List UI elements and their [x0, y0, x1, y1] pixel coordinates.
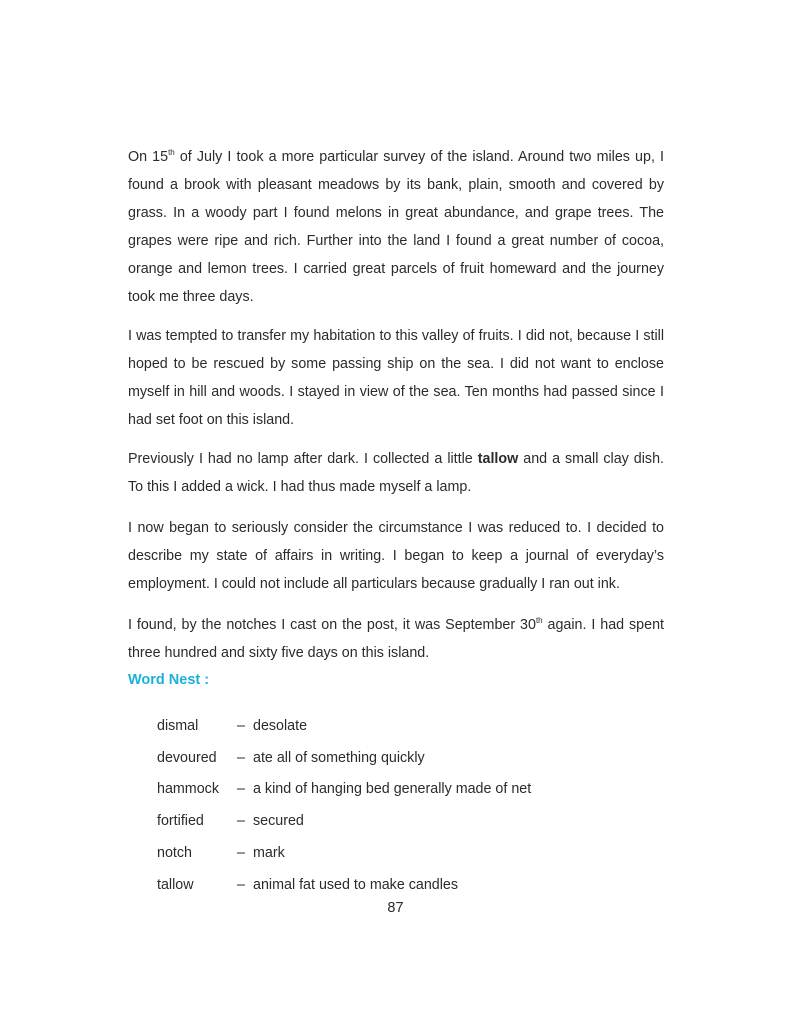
vocab-row	[157, 837, 657, 869]
vocab-dash: –	[237, 781, 245, 798]
vocab-dash: –	[237, 845, 245, 862]
vocab-meaning: ate all of something quickly	[253, 749, 425, 766]
vocab-word: dismal	[157, 717, 199, 734]
paragraph-journal: I now began to seriously consider the circumstance I was reduced to. I decided to describe my state of affairs in writing. I began to keep a journal of everyday’s employment. I could not include all particulars because gradually I ran out ink.	[128, 520, 664, 592]
paragraph-september: I found, by the notches I cast on the post, it was September 30th again. I had spent three hundred and sixty five days on this island.	[128, 616, 664, 661]
vocab-meaning: animal fat used to make candles	[253, 876, 459, 893]
vocab-dash: –	[237, 717, 245, 734]
page-number: 87	[387, 900, 404, 916]
vocab-row	[157, 805, 657, 837]
vocab-row	[157, 742, 657, 774]
vocab-word: notch	[157, 845, 192, 862]
vocab-dash: –	[237, 813, 245, 830]
word-nest-heading: Word Nest :	[128, 672, 210, 688]
vocab-row	[157, 869, 657, 901]
vocab-meaning: a kind of hanging bed generally made of net	[253, 781, 532, 798]
vocab-word: devoured	[157, 749, 217, 766]
vocab-word: tallow	[157, 876, 194, 893]
vocab-word: hammock	[157, 781, 219, 798]
paragraph-island-survey: On 15th of July I took a more particular survey of the island. Around two miles up, I found a brook with pleasant meadows by its bank, plain, smooth and covered by grass. In a woody part I found melons in great abundance, and grape trees. The grapes were ripe and rich. Further into the land I found a great number of cocoa, orange and lemon trees. I carried great parcels of fruit homeward and the journey took me three days.	[128, 148, 664, 305]
word-nest-list	[157, 710, 657, 901]
story-text	[128, 143, 664, 677]
vocab-row	[157, 710, 657, 742]
vocab-meaning: desolate	[253, 717, 308, 734]
vocab-meaning: mark	[253, 845, 285, 862]
bold-word-tallow: tallow	[477, 451, 519, 467]
paragraph-habitation: I was tempted to transfer my habitation to this valley of fruits. I did not, because I still hoped to be rescued by some passing ship on the sea. I did not want to enclose myself in hill and woods. I stayed in view of the sea. Ten months had passed since I had set foot on this island.	[128, 328, 664, 428]
vocab-dash: –	[237, 876, 245, 893]
paragraph-lamp: Previously I had no lamp after dark. I collected a little tallow and a small clay dish. To this I added a wick. I had thus made myself a lamp.	[128, 451, 664, 495]
vocab-meaning: secured	[253, 813, 304, 830]
vocab-word: fortified	[157, 813, 204, 830]
vocab-row	[157, 774, 657, 806]
vocab-dash: –	[237, 749, 245, 766]
